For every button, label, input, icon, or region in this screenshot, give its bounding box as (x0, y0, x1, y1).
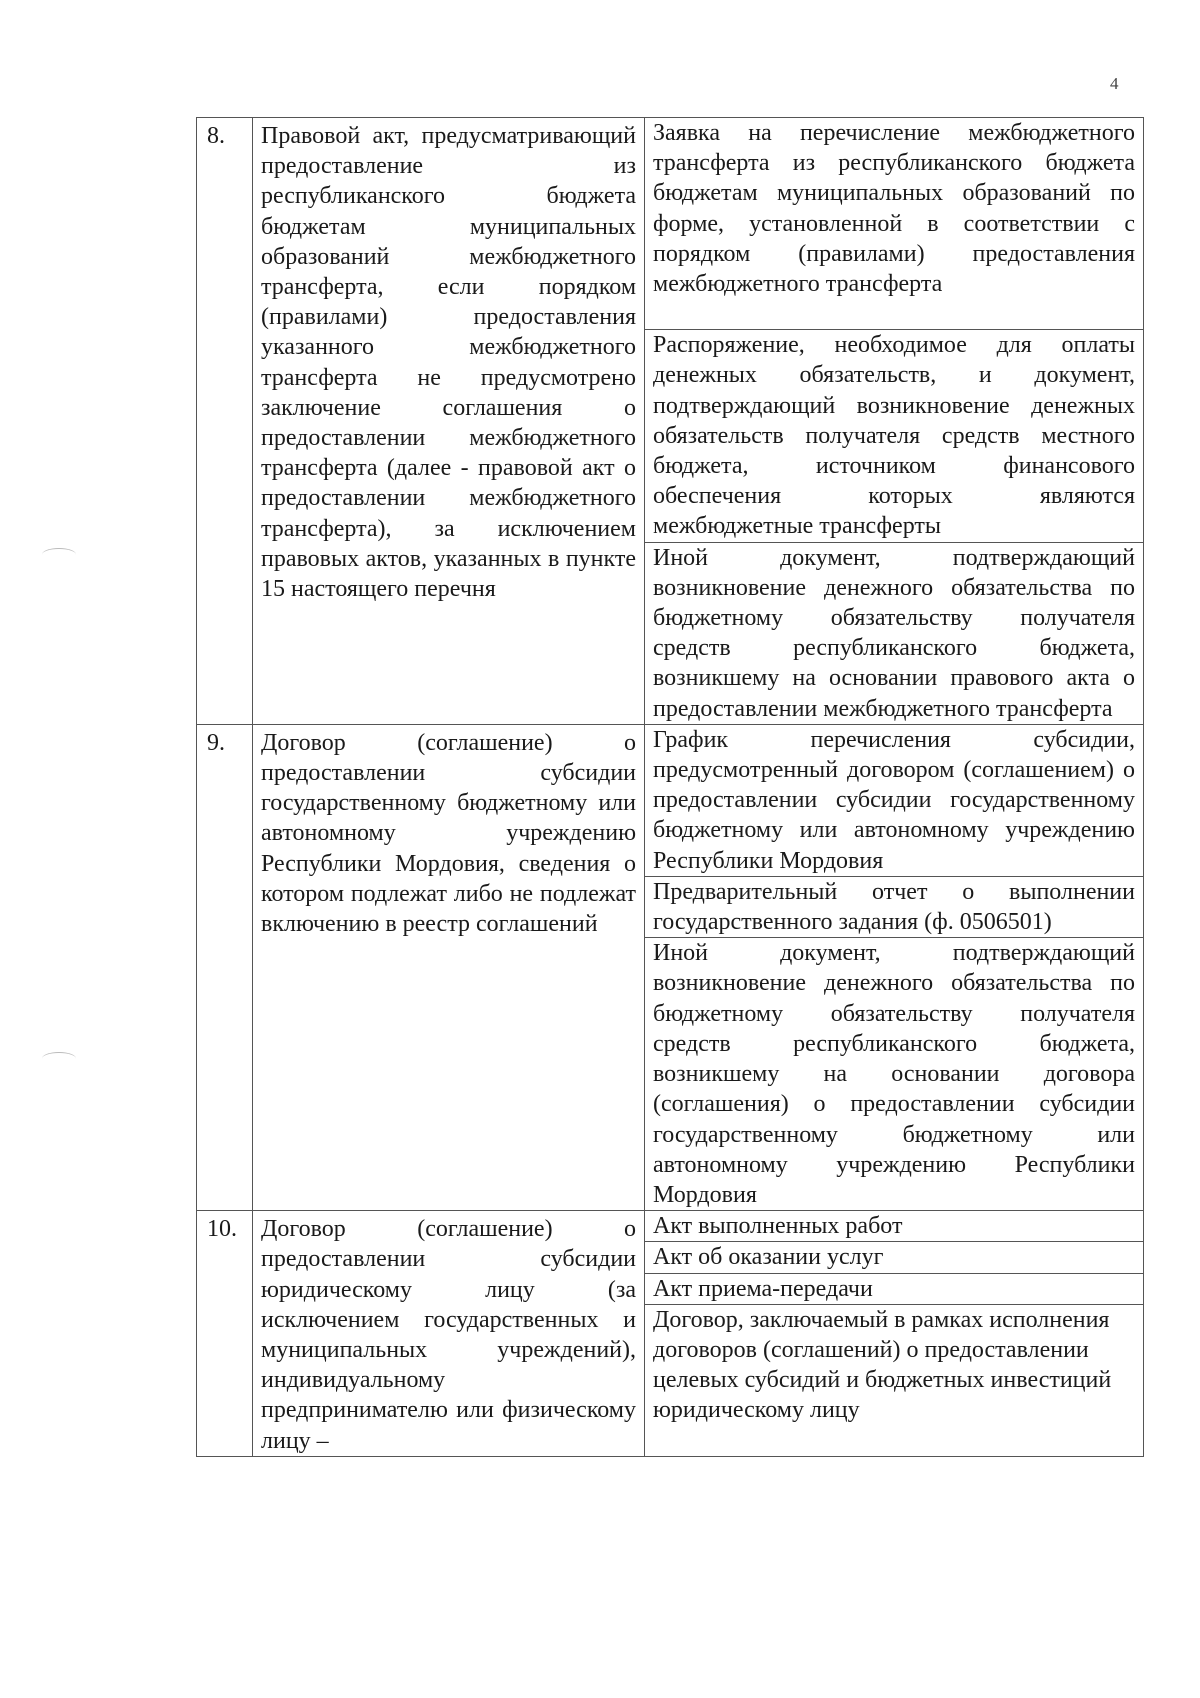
supporting-document: Иной документ, подтверждающий возникновение денежного обязательства по бюджетному обязательству получателя средств республиканского бюджета, возникшему на основании правового акта о предоставлении межбюджетного трансферта (653, 544, 1135, 722)
base-document-cell: Правовой акт, предусматривающий предоставление из республиканского бюджета бюджетам муниципальных образований межбюджетного трансферта, если порядком (правилами) предоставления указанного межбюджетного трансферта не предусмотрено заключение соглашения о предоставлении межбюджетного трансферта (далее - правовой акт о предоставлении межбюджетного трансферта), за исключением правовых актов, указанных в пункте 15 настоящего перечня (253, 118, 645, 725)
base-document-cell: Договор (соглашение) о предоставлении субсидии юридическому лицу (за исключением государственных и муниципальных учреждений), индивидуальному предпринимателю или физическому лицу – (253, 1211, 645, 1457)
base-document-cell: Договор (соглашение) о предоставлении субсидии государственному бюджетному или автономному учреждению Республики Мордовия, сведения о котором подлежат либо не подлежат включению в реестр соглашений (253, 724, 645, 1210)
binder-hole-mark (42, 1052, 76, 1065)
supporting-document: Акт выполненных работ (645, 1211, 1143, 1242)
supporting-document: Договор, заключаемый в рамках исполнения договоров (соглашений) о предоставлении целевых субсидий и бюджетных инвестиций юридическому лицу (653, 1306, 1112, 1424)
supporting-document: Акт об оказании услуг (645, 1242, 1143, 1273)
supporting-document: Акт приема-передачи (645, 1274, 1143, 1305)
table-row (197, 118, 1144, 725)
row-number: 8. (197, 118, 253, 725)
supporting-document: Распоряжение, необходимое для оплаты денежных обязательств, и документ, подтверждающий возникновение денежных обязательств получателя средств местного бюджета, источником финансового обеспечения которых являются межбюджетные трансферты (645, 330, 1143, 542)
documents-table (196, 117, 1144, 1457)
supporting-documents-cell (645, 724, 1144, 1210)
supporting-document: Заявка на перечисление межбюджетного трансферта из республиканского бюджета бюджетам муниципальных образований по форме, установленной в соответствии с порядком (правилами) предоставления межбюджетного трансферта (645, 118, 1143, 330)
supporting-document: Предварительный отчет о выполнении государственного задания (ф. 0506501) (645, 877, 1143, 938)
page-number: 4 (1110, 74, 1119, 93)
row-number: 9. (197, 724, 253, 1210)
row-number: 10. (197, 1211, 253, 1457)
binder-hole-mark (42, 548, 76, 561)
supporting-document: График перечисления субсидии, предусмотренный договором (соглашением) о предоставлении субсидии государственному бюджетному или автономному учреждению Республики Мордовия (645, 725, 1143, 877)
supporting-documents-cell (645, 1211, 1144, 1457)
supporting-documents-cell (645, 118, 1144, 725)
supporting-document: Иной документ, подтверждающий возникновение денежного обязательства по бюджетному обязательству получателя средств республиканского бюджета, возникшему на основании договора (соглашения) о предоставлении субсидии государственному бюджетному или автономному учреждению Республики Мордовия (653, 940, 1135, 1208)
table-row (197, 724, 1144, 1210)
table-row (197, 1211, 1144, 1457)
